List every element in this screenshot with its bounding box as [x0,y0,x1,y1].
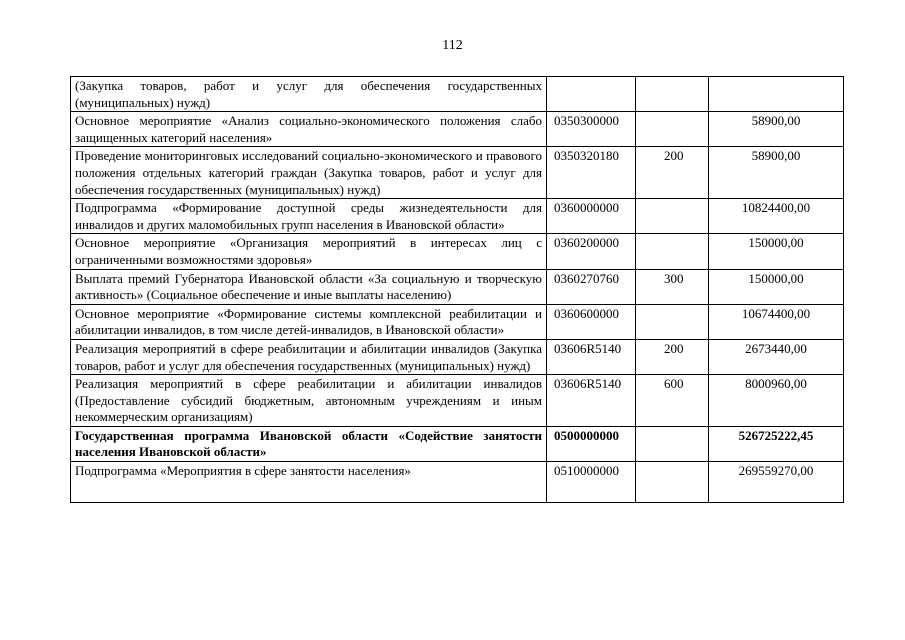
row-code-cell: 03606R5140 [547,375,636,427]
table-row-program [71,426,844,461]
row-type-cell: 200 [636,147,709,199]
row-code-cell: 0350300000 [547,112,636,147]
row-name-cell: Выплата премий Губернатора Ивановской области «За социальную и творческую активность» (Социальное обеспечение и иные выплаты населению) [71,269,547,304]
table-row [71,375,844,427]
row-name-cell: Подпрограмма «Мероприятия в сфере занятости населения» [71,462,547,503]
row-type-cell [636,112,709,147]
row-amount-cell: 150000,00 [709,269,844,304]
table-row [71,234,844,269]
row-amount-cell: 150000,00 [709,234,844,269]
page-number: 112 [442,38,463,53]
table-row [71,339,844,374]
table-row [71,199,844,234]
row-code-cell: 0350320180 [547,147,636,199]
table-row [71,112,844,147]
row-amount-cell: 2673440,00 [709,339,844,374]
row-name-cell: Основное мероприятие «Анализ социально-экономического положения слабо защищенных категорий населения» [71,112,547,147]
row-amount-cell: 58900,00 [709,147,844,199]
row-code-cell [547,77,636,112]
row-amount-cell: 58900,00 [709,112,844,147]
budget-table [70,76,844,503]
table-row [71,269,844,304]
row-code-cell: 0360270760 [547,269,636,304]
row-type-cell: 200 [636,339,709,374]
row-amount-cell: 269559270,00 [709,462,844,503]
row-type-cell [636,304,709,339]
row-code-cell: 0360000000 [547,199,636,234]
row-name-cell: Подпрограмма «Формирование доступной среды жизнедеятельности для инвалидов и других маломобильных групп населения в Ивановской области» [71,199,547,234]
row-amount-cell: 526725222,45 [709,426,844,461]
row-code-cell: 0360600000 [547,304,636,339]
row-amount-cell: 10824400,00 [709,199,844,234]
row-name-cell: Реализация мероприятий в сфере реабилитации и абилитации инвалидов (Предоставление субсидий бюджетным, автономным учреждениям и иным некоммерческим организациям) [71,375,547,427]
table-row [71,147,844,199]
budget-table-body [71,77,844,503]
row-code-cell: 0510000000 [547,462,636,503]
row-name-cell: Основное мероприятие «Организация мероприятий в интересах лиц с ограниченными возможностями здоровья» [71,234,547,269]
row-type-cell [636,426,709,461]
table-row [71,304,844,339]
row-type-cell [636,234,709,269]
row-type-cell [636,462,709,503]
row-code-cell: 0360200000 [547,234,636,269]
row-amount-cell [709,77,844,112]
row-name-cell: (Закупка товаров, работ и услуг для обеспечения государственных (муниципальных) нужд) [71,77,547,112]
row-code-cell: 03606R5140 [547,339,636,374]
row-type-cell: 600 [636,375,709,427]
row-type-cell: 300 [636,269,709,304]
row-name-cell: Реализация мероприятий в сфере реабилитации и абилитации инвалидов (Закупка товаров, работ и услуг для обеспечения государственных (муниципальных) нужд) [71,339,547,374]
row-type-cell [636,77,709,112]
row-type-cell [636,199,709,234]
table-row [71,77,844,112]
row-amount-cell: 10674400,00 [709,304,844,339]
row-amount-cell: 8000960,00 [709,375,844,427]
table-row [71,462,844,503]
row-code-cell: 0500000000 [547,426,636,461]
row-name-cell: Проведение мониторинговых исследований социально-экономического и правового положения отдельных категорий граждан (Закупка товаров, работ и услуг для обеспечения государственных (муниципальных) нужд) [71,147,547,199]
row-name-cell: Государственная программа Ивановской области «Содействие занятости населения Ивановской области» [71,426,547,461]
row-name-cell: Основное мероприятие «Формирование системы комплексной реабилитации и абилитации инвалидов, в том числе детей-инвалидов, в Ивановской области» [71,304,547,339]
